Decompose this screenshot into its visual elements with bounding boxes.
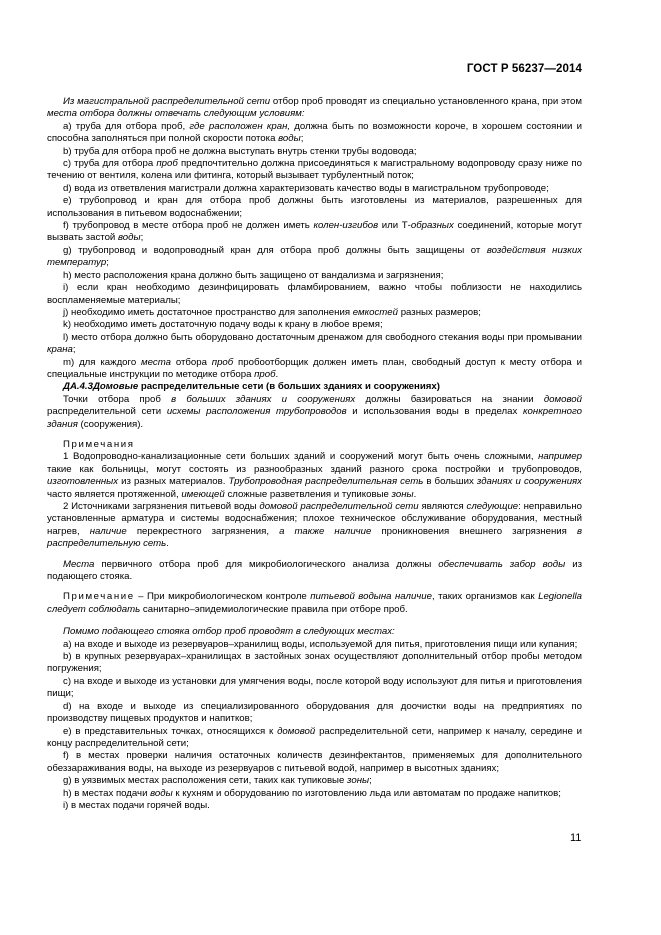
note-2 bbox=[47, 501, 582, 551]
text-run: воды bbox=[278, 133, 301, 145]
list-item-g bbox=[47, 245, 582, 270]
list-item-f bbox=[47, 220, 582, 245]
page-number: 11 bbox=[570, 832, 582, 844]
page-body bbox=[47, 96, 582, 812]
text-run: ; bbox=[140, 232, 144, 244]
standard-header: ГОСТ Р 56237—2014 bbox=[466, 63, 582, 75]
text-run: . bbox=[166, 538, 169, 550]
text-run: Legionella следует соблюдать bbox=[47, 591, 582, 615]
text-run: g) трубопровод и водопроводный кран для отбора проб должны быть защищены от bbox=[63, 244, 487, 256]
para-primary-sampling bbox=[47, 559, 582, 584]
text-run: f) в местах проверки наличия остаточных количеств дезинфектантов, применяемых для дополнительного обеззараживания воды, на выходе из резервуаров с питьевой водой, например в высотных зданиях; bbox=[47, 750, 582, 774]
text-run: места отбора должны отвечать следующим условиям: bbox=[47, 108, 305, 120]
site-item-d bbox=[47, 701, 582, 726]
text-run: e) трубопровод и кран для отбора проб должны быть изготовлены из материалов, разрешенных для использования в питьевом водоснабжении; bbox=[47, 195, 582, 219]
text-run: проб bbox=[211, 356, 234, 368]
text-run: – При микробиологическом контроле bbox=[134, 591, 311, 603]
site-item-i bbox=[47, 800, 582, 812]
list-item-d bbox=[47, 183, 582, 195]
list-item-k bbox=[47, 319, 582, 331]
text-run: крана bbox=[47, 344, 73, 356]
text-run: m) для каждого bbox=[63, 356, 142, 368]
text-run: ДА.4.3 bbox=[63, 381, 93, 393]
text-run: емкостей bbox=[352, 306, 399, 318]
text-run: распределительной сети bbox=[47, 406, 167, 418]
text-run: Точки отбора проб bbox=[63, 393, 172, 405]
text-run: ; bbox=[300, 133, 304, 145]
text-run: и использования воды в пределах bbox=[346, 406, 523, 418]
text-run: Помимо подающего стояка отбор проб проводят в следующих местах: bbox=[63, 626, 395, 638]
text-run: воздействия низких температур bbox=[47, 244, 582, 269]
text-run: зоны bbox=[347, 775, 370, 787]
text-run: разных размеров; bbox=[398, 306, 481, 318]
text-run: в больших bbox=[423, 476, 477, 488]
text-run: i) в местах подачи горячей воды. bbox=[63, 799, 210, 811]
text-run: должна быть по возможности короче, в хорошем состоянии и способна заполняться при полной скорости потока bbox=[47, 120, 582, 145]
text-run: проб bbox=[156, 158, 178, 170]
text-run: h) место расположения крана должно быть защищено от вандализма и загрязнения; bbox=[63, 269, 444, 281]
text-run: l) место отбора должно быть оборудовано достаточным дренажом для свободного стекания воды при промывании bbox=[63, 331, 582, 343]
text-run: j) необходимо иметь достаточное пространство для заполнения bbox=[63, 306, 353, 318]
text-run: места bbox=[141, 356, 171, 368]
text-run: санитарно–эпидемиологические правила при отборе проб. bbox=[140, 603, 408, 615]
text-run: должны базироваться на знании bbox=[355, 393, 544, 405]
text-run: ; bbox=[72, 344, 76, 356]
section-heading-da-4-3 bbox=[47, 381, 582, 393]
text-run: d) вода из ответвления магистрали должна характеризовать качество воды в магистральном трубопроводе; bbox=[63, 182, 549, 194]
text-run: Трубопроводная распределительная сеть bbox=[228, 476, 424, 488]
text-run: обеспечивать забор воды bbox=[438, 558, 566, 570]
text-run: образных bbox=[410, 220, 454, 232]
text-run: 2 Источниками загрязнения питьевой воды bbox=[63, 501, 260, 512]
text-run: e) в представительных точках, относящихся к bbox=[63, 725, 278, 737]
text-run: отбора bbox=[170, 356, 212, 368]
text-run: Примечания bbox=[63, 438, 135, 450]
text-run: из разных материалов. bbox=[118, 476, 229, 488]
text-run: колен-изгибов bbox=[313, 220, 379, 232]
text-run: домовой bbox=[277, 725, 316, 737]
text-run: проб bbox=[254, 368, 276, 380]
text-run: . bbox=[275, 368, 279, 380]
text-run: предпочтительно должна присоединяться к магистральному водопроводу сразу ниже по течению от вентиля, колена или фитинга, который вызывает турбулентный поток; bbox=[47, 158, 582, 182]
text-run: к кухням и оборудованию по изготовлению льда или автоматам по продаже напитков; bbox=[172, 787, 561, 799]
list-item-i bbox=[47, 282, 582, 307]
text-run: распределительные сети (в больших зданиях и сооружениях) bbox=[138, 381, 440, 393]
para-additional-sites-intro bbox=[47, 626, 582, 638]
text-run: Из магистральной распределительной сети bbox=[63, 96, 271, 107]
site-item-a bbox=[47, 639, 582, 651]
list-item-m bbox=[47, 357, 582, 382]
text-run: 1 Водопроводно-канализационные сети больших зданий и сооружений могут быть очень сложными, bbox=[63, 451, 539, 463]
text-run: а также наличие bbox=[279, 525, 372, 537]
text-run: a) труба для отбора проб, bbox=[63, 120, 190, 132]
text-run: c) труба для отбора bbox=[63, 158, 157, 170]
text-run: a) на входе и выходе из резервуаров–хранилищ воды, используемой для питья, приготовления пищи или купания; bbox=[63, 638, 578, 650]
site-item-f bbox=[47, 750, 582, 775]
text-run: ; bbox=[106, 257, 109, 269]
list-item-c bbox=[47, 158, 582, 183]
list-item-h bbox=[47, 270, 582, 282]
text-run: d) на входе и выходе из специализированного оборудования для доочистки воды на предприятиях по производству пищевых продуктов и напитков; bbox=[47, 700, 582, 725]
list-item-e bbox=[47, 195, 582, 220]
text-run: отбор проб проводят из специально установленного крана, при этом bbox=[270, 96, 583, 107]
para-sampling-points-buildings bbox=[47, 394, 582, 431]
text-run: питьевой водына наличие bbox=[310, 591, 432, 603]
text-run: : неправильно установленные арматура и системы водоснабжения; плохое техническое обслуживание оборудования, местный нагрев, bbox=[47, 501, 582, 537]
list-item-l bbox=[47, 332, 582, 357]
site-item-b bbox=[47, 651, 582, 676]
text-run: проникновения внешнего загрязнения bbox=[371, 525, 577, 537]
text-run: g) в уязвимых местах расположения сети, таких как тупиковые bbox=[63, 775, 348, 787]
site-item-g bbox=[47, 775, 582, 787]
text-run: из подающего стояка. bbox=[47, 558, 582, 583]
text-run: зоны bbox=[391, 488, 414, 500]
text-run: c) на входе и выходе из установки для умягчения воды, после которой воду используют для питья и приготовления пищи; bbox=[47, 675, 582, 700]
text-run: в больших зданиях и сооружениях bbox=[171, 393, 356, 405]
note-legionella bbox=[47, 591, 582, 616]
list-item-b bbox=[47, 146, 582, 158]
text-run: часто является протяженной, bbox=[47, 488, 182, 500]
text-run: b) в крупных резервуарах–хранилищах в застойных зонах осуществляют дополнительный отбор пробы методом погружения; bbox=[47, 651, 582, 675]
text-run: распределительной сети, например к началу, середине и концу распределительной сети; bbox=[47, 725, 582, 749]
site-item-h bbox=[47, 788, 582, 800]
text-run: пробоотборщик должен иметь план, свободный доступ к месту отбора и специальные инструкции по методике отбора bbox=[47, 356, 582, 380]
list-item-j bbox=[47, 307, 582, 319]
text-run: следующие bbox=[466, 501, 519, 512]
text-run: имеющей bbox=[181, 488, 225, 500]
site-item-e bbox=[47, 726, 582, 751]
text-run: воды bbox=[117, 232, 141, 244]
text-run: ; bbox=[369, 775, 372, 787]
para-sampling-main-network bbox=[47, 96, 582, 121]
text-run: сложные разветвления и тупиковые bbox=[224, 488, 392, 500]
text-run: где расположен кран, bbox=[189, 120, 291, 132]
text-run: исхемы расположения трубопроводов bbox=[166, 406, 347, 418]
text-run: Примечание bbox=[63, 591, 135, 603]
text-run: (сооружения). bbox=[77, 418, 144, 430]
text-run: . bbox=[413, 488, 417, 500]
text-run: такие как больницы, могут состоять из разнообразных зданий разного срока постройки и трубопроводов, bbox=[47, 463, 582, 475]
site-item-c bbox=[47, 676, 582, 701]
text-run: перекрестного загрязнения, bbox=[126, 525, 280, 537]
text-run: h) в местах подачи bbox=[63, 787, 151, 799]
text-run: k) необходимо иметь достаточную подачу воды к крану в любое время; bbox=[63, 319, 383, 331]
text-run: Места bbox=[63, 558, 95, 570]
text-run: или Т- bbox=[378, 220, 411, 232]
text-run: воды bbox=[150, 787, 173, 799]
text-run: соединений, которые могут вызвать застой bbox=[47, 220, 583, 244]
text-run: , таких организмов как bbox=[432, 591, 539, 603]
text-run: наличие bbox=[89, 525, 127, 537]
note-1 bbox=[47, 451, 582, 501]
text-run: конкретного здания bbox=[47, 406, 582, 430]
text-run: изготовленных bbox=[47, 476, 119, 488]
text-run: в распределительную сеть bbox=[47, 525, 582, 550]
text-run: например bbox=[538, 451, 582, 463]
text-run: зданиях и сооружениях bbox=[476, 476, 582, 488]
text-run: являются bbox=[418, 501, 467, 512]
text-run: f) трубопровод в месте отбора проб не должен иметь bbox=[63, 220, 314, 232]
text-run: домовой распределительной сети bbox=[259, 501, 419, 512]
notes-heading bbox=[47, 439, 582, 451]
text-run: домовой bbox=[543, 393, 582, 405]
text-run: Домовые bbox=[92, 381, 139, 393]
text-run: первичного отбора проб для микробиологического анализа должны bbox=[94, 558, 439, 570]
text-run: i) если кран необходимо дезинфицировать фламбированием, важно чтобы поблизости не находились воспламеняемые материалы; bbox=[47, 282, 582, 306]
list-item-a bbox=[47, 121, 582, 146]
text-run: b) труба для отбора проб не должна выступать внутрь стенки трубы водовода; bbox=[63, 145, 417, 157]
